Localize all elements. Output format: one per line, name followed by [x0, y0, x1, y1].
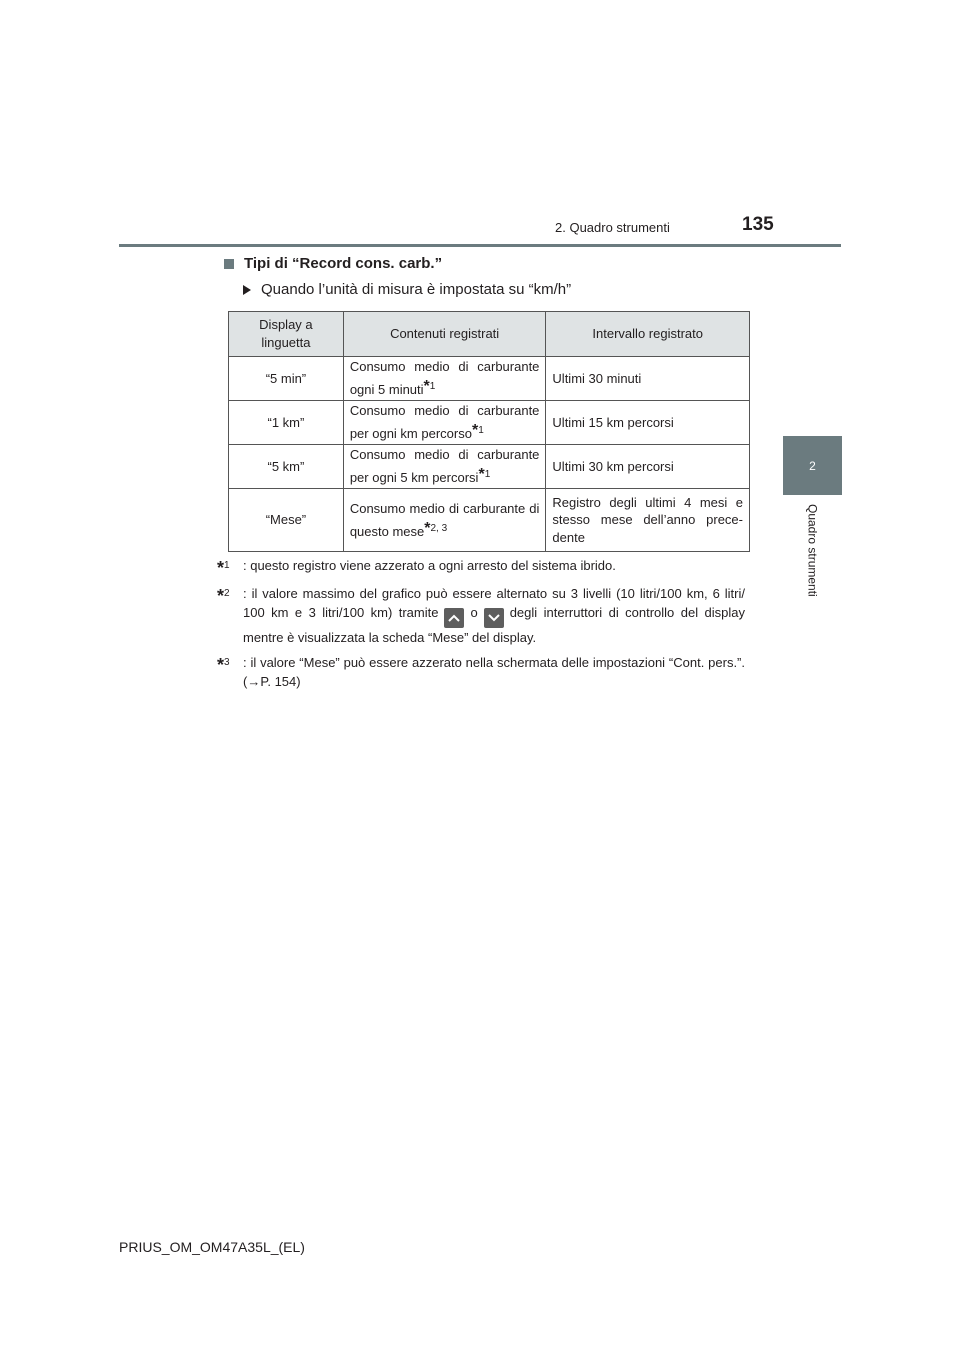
subsection-title-text: Quando l’unità di misura è impostata su “km/h” — [261, 281, 572, 298]
footnote-text: : il valore massimo del grafico può essere alternato su 3 livelli (10 litri/100 km, 6 litri/ 100 km e 3 litri/100 km) tramite o degli interruttori di controllo del display mentre è visualizzata la scheda “Mese” del display. — [243, 586, 745, 645]
section-title — [224, 255, 442, 272]
section-title-text: Tipi di “Record cons. carb.” — [244, 255, 443, 272]
arrow-right-icon: → — [247, 674, 261, 689]
subsection-title — [243, 281, 571, 298]
cell-contents: Consumo medio di carburante ogni 5 minuti*$^1$ — [343, 357, 546, 401]
table-row — [229, 445, 750, 489]
footnote-star: * — [424, 519, 431, 537]
footnote-ref: 1 — [429, 381, 436, 392]
header-rule — [119, 244, 841, 247]
chevron-down-icon — [484, 608, 504, 628]
page-header-section: 2. Quadro strumenti — [555, 220, 670, 235]
square-bullet-icon — [224, 259, 234, 269]
footnote-star: * — [471, 422, 479, 439]
cell-interval: Ultimi 30 km percorsi — [546, 445, 750, 489]
cell-display: “Mese” — [229, 489, 344, 552]
cell-display: “5 km” — [229, 445, 344, 489]
table-row — [229, 357, 750, 401]
chevron-up-icon — [444, 608, 464, 628]
cell-display: “5 min” — [229, 357, 344, 401]
cell-contents: Consumo medio di carburante per ogni 5 km percorsi*$^1$ — [343, 445, 546, 489]
cell-contents: Consumo medio di carburante di questo mese*$^{2, 3}$ — [343, 489, 546, 552]
footnote-mark: *$^3$ — [217, 655, 230, 675]
table-row — [229, 401, 750, 445]
footnote-item — [217, 653, 745, 691]
footnote-text: : questo registro viene azzerato a ogni arresto del sistema ibrido. — [243, 558, 616, 573]
footnote-ref: 2, 3 — [430, 522, 448, 534]
side-tab — [783, 436, 842, 495]
footnote-star: * — [478, 466, 485, 483]
footnote-text: : il valore “Mese” può essere azzerato nella schermata delle impostazioni “Cont. pers.”. (→P. 154) — [243, 655, 745, 689]
side-tab-number: 2 — [809, 458, 816, 473]
footnote-mark: *$^2$ — [217, 586, 230, 606]
footnote-item — [217, 556, 745, 578]
footnote-ref: 1 — [484, 469, 491, 480]
cell-interval: Ultimi 15 km percorsi — [546, 401, 750, 445]
header-interval: Intervallo registrato — [546, 312, 750, 357]
footnote-star: * — [423, 378, 430, 395]
fuel-record-table — [228, 311, 750, 552]
page-footer: PRIUS_OM_OM47A35L_(EL) — [119, 1239, 305, 1255]
cell-interval: Ultimi 30 minuti — [546, 357, 750, 401]
footnote-item — [217, 584, 745, 647]
header-contents: Contenuti registrati — [343, 312, 546, 357]
footnotes — [217, 556, 745, 697]
page-number: 135 — [742, 214, 774, 235]
table-row — [229, 489, 750, 552]
side-tab-label — [783, 500, 842, 620]
table-header-row — [229, 312, 750, 357]
cell-contents: Consumo medio di carburante per ogni km percorso*$^1$ — [343, 401, 546, 445]
triangle-bullet-icon — [243, 285, 251, 295]
cell-interval: Registro degli ultimi 4 mesi e stesso mese dell’anno prece-dente — [546, 489, 750, 552]
cell-display: “1 km” — [229, 401, 344, 445]
side-tab-label-text: Quadro strumenti — [805, 504, 820, 597]
page-reference-link[interactable]: P. 154) — [260, 674, 301, 689]
footnote-mark: *$^1$ — [217, 558, 230, 578]
header-display: Display a linguetta — [229, 312, 344, 357]
footnote-ref: 1 — [478, 425, 484, 436]
